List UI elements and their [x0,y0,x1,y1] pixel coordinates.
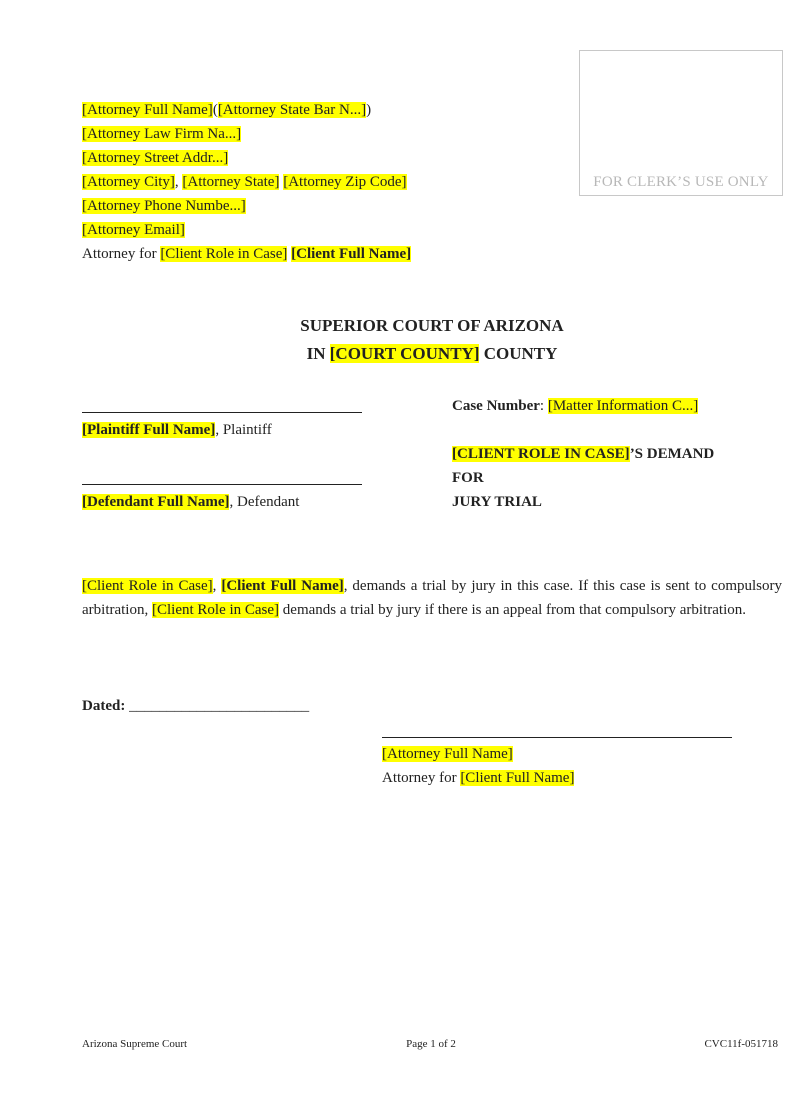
dated-label: Dated: [82,698,126,714]
defendant-line [82,490,299,514]
footer-right: CVC11f-051718 [704,1038,778,1050]
county-suffix: COUNTY [479,344,558,363]
defendant-underline [82,484,362,485]
court-title: SUPERIOR COURT OF ARIZONA [300,316,564,335]
body-client-role-field[interactable]: [Client Role in Case] [82,578,213,594]
clerk-use-label: FOR CLERK’S USE ONLY [593,174,769,190]
demand-paragraph [82,574,782,622]
client-role-field[interactable]: [Client Role in Case] [160,246,288,262]
defendant-name-field[interactable]: [Defendant Full Name] [82,494,230,510]
court-county-line [82,344,782,364]
signature-line[interactable] [382,737,732,738]
court-county-field[interactable]: [COURT COUNTY] [329,344,480,363]
county-prefix: IN [306,344,330,363]
body-separator: , [212,578,222,594]
attorney-city-field[interactable]: [Attorney City] [82,174,175,190]
signature-attorney-line [382,742,513,766]
signature-attorney-for-line [382,766,574,790]
plaintiff-name-field[interactable]: [Plaintiff Full Name] [82,422,216,438]
attorney-name-line [82,98,411,122]
city-separator: , [174,174,183,190]
signature-attorney-name-field[interactable]: [Attorney Full Name] [382,746,513,762]
body-client-role-field-2[interactable]: [Client Role in Case] [151,602,280,618]
plaintiff-suffix: , Plaintiff [215,422,272,438]
document-title-line3: JURY TRIAL [452,494,542,510]
attorney-for-line [82,242,411,266]
document-title-line2: FOR [452,470,484,486]
case-number-colon: : [539,398,548,414]
plaintiff-underline [82,412,362,413]
attorney-email-line [82,218,411,242]
dated-line [82,694,309,718]
body-client-name-field[interactable]: [Client Full Name] [221,578,344,594]
attorney-firm-field[interactable]: [Attorney Law Firm Na...] [82,126,242,142]
attorney-state-field[interactable]: [Attorney State] [182,174,280,190]
body-text-2: demands a trial by jury if there is an appeal from that compulsory arbitration. [279,602,746,618]
attorney-for-label: Attorney for [82,246,161,262]
attorney-name-field[interactable]: [Attorney Full Name] [82,102,213,118]
signature-attorney-for-label: Attorney for [382,770,461,786]
footer-center: Page 1 of 2 [406,1038,456,1050]
title-suffix: ’S DEMAND [629,446,715,462]
attorney-block [82,98,411,266]
client-name-field[interactable]: [Client Full Name] [291,246,412,262]
signature-client-name-field[interactable]: [Client Full Name] [460,770,575,786]
attorney-street-line [82,146,411,170]
paren-close: ) [366,102,372,118]
attorney-street-field[interactable]: [Attorney Street Addr...] [82,150,229,166]
attorney-firm-line [82,122,411,146]
attorney-phone-field[interactable]: [Attorney Phone Numbe...] [82,198,246,214]
clerk-use-box [579,50,783,196]
title-client-role-field[interactable]: [CLIENT ROLE IN CASE] [452,446,630,462]
case-number-line [452,394,698,418]
attorney-bar-field[interactable]: [Attorney State Bar N...] [217,102,367,118]
attorney-city-line [82,170,411,194]
body-text-1: , demands a trial by jury in this case. If this case is sent to compulsory arbitration, [82,578,782,618]
attorney-email-field[interactable]: [Attorney Email] [82,222,185,238]
footer-left: Arizona Supreme Court [82,1038,188,1050]
attorney-zip-field[interactable]: [Attorney Zip Code] [283,174,407,190]
plaintiff-line [82,418,272,442]
attorney-phone-line [82,194,411,218]
dated-blank[interactable]: ________________________ [125,698,310,714]
paren-open: ( [212,102,218,118]
defendant-suffix: , Defendant [229,494,300,510]
case-number-label: Case Number [452,398,540,414]
case-number-field[interactable]: [Matter Information C...] [547,398,699,414]
document-title-line1 [452,442,714,466]
